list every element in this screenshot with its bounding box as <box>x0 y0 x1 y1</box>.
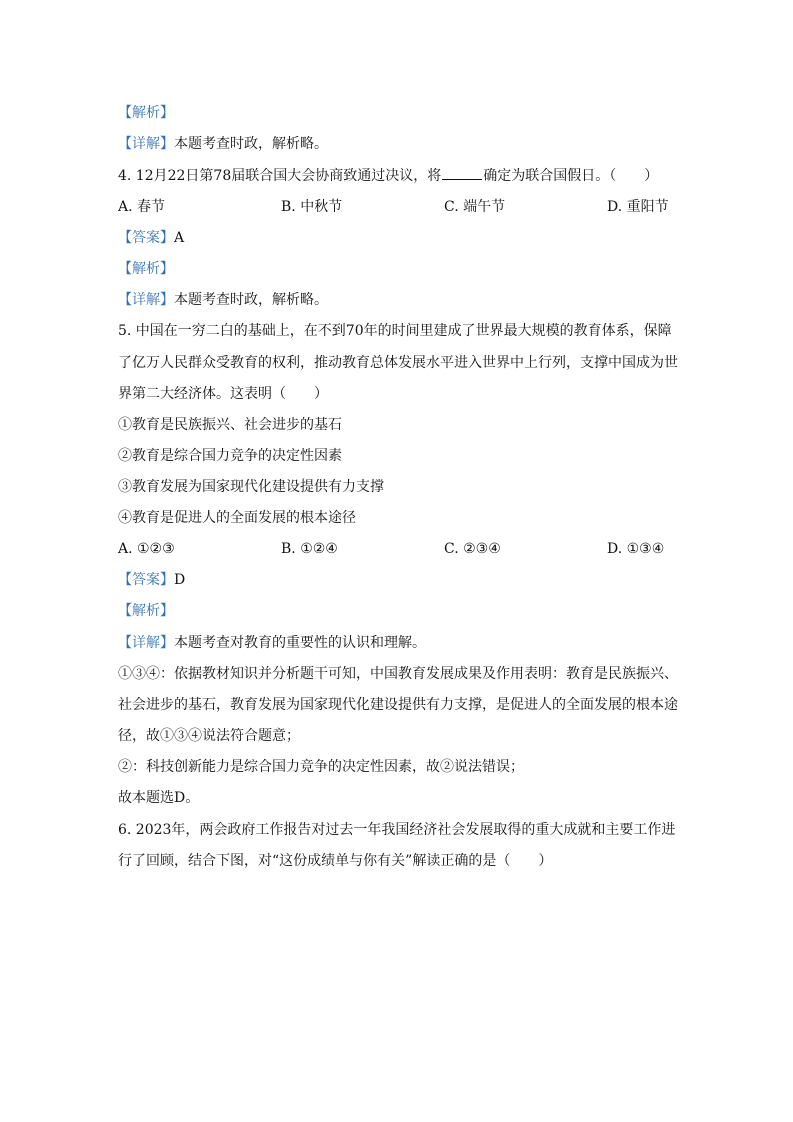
explanation-line: ①③④：依据教材知识并分析题干可知，中国教育发展成果及作用表明：教育是民族振兴、 <box>118 666 678 682</box>
stem-part-2: 确定为联合国假日。（ ） <box>483 168 659 184</box>
statement-1: ①教育是民族振兴、社会进步的基石 <box>118 417 342 433</box>
question-5-stem-line: 界第二大经济体。这表明（ ） <box>118 386 328 402</box>
answer-tag: 【答案】 <box>118 230 174 246</box>
detail-tag: 【详解】 <box>118 635 174 651</box>
analysis-tag: 【解析】 <box>118 261 174 277</box>
option-c: C. ②③④ <box>444 541 501 557</box>
explanation-line: 社会进步的基石，教育发展为国家现代化建设提供有力支撑，是促进人的全面发展的根本途 <box>118 697 678 713</box>
detail-line <box>118 633 678 653</box>
detail-text: 本题考查时政，解析略。 <box>174 292 328 308</box>
answer-value: A <box>174 230 185 246</box>
explanation-line: 故本题选D。 <box>118 790 200 806</box>
detail-text: 本题考查时政，解析略。 <box>174 136 328 152</box>
statement-2: ②教育是综合国力竞争的决定性因素 <box>118 448 342 464</box>
question-6-stem-line: 6. 2023年，两会政府工作报告对过去一年我国经济社会发展取得的重大成就和主要工作进 <box>118 822 676 838</box>
answer-tag: 【答案】 <box>118 572 174 588</box>
question-5-stem-line: 了亿万人民群众受教育的权利，推动教育总体发展水平进入世界中上行列，支撑中国成为世 <box>118 355 678 371</box>
analysis-tag: 【解析】 <box>118 603 174 619</box>
option-b: B. ①②④ <box>281 541 338 557</box>
detail-tag: 【详解】 <box>118 292 174 308</box>
answer-line <box>118 570 678 590</box>
detail-tag: 【详解】 <box>118 136 174 152</box>
statement-4: ④教育是促进人的全面发展的根本途径 <box>118 510 356 526</box>
option-c: C. 端午节 <box>444 199 506 215</box>
option-d: D. ①③④ <box>607 541 665 557</box>
explanation-line: 径，故①③④说法符合题意； <box>118 728 300 744</box>
analysis-tag: 【解析】 <box>118 105 174 121</box>
option-a: A. 春节 <box>118 199 166 215</box>
explanation-line: ②：科技创新能力是综合国力竞争的决定性因素，故②说法错误； <box>118 759 524 775</box>
fill-in-blank <box>442 165 482 180</box>
option-a: A. ①②③ <box>118 541 175 557</box>
option-b: B. 中秋节 <box>281 199 343 215</box>
statement-3: ③教育发展为国家现代化建设提供有力支撑 <box>118 479 384 495</box>
stem-part-1: 4. 12月22日第78届联合国大会协商致通过决议，将 <box>118 168 442 184</box>
question-5-stem-line: 5. 中国在一穷二白的基础上，在不到70年的时间里建成了世界最大规模的教育体系，保障 <box>118 323 672 339</box>
detail-line <box>118 290 678 310</box>
detail-text: 本题考查对教育的重要性的认识和理解。 <box>174 635 426 651</box>
question-6-stem-line: 行了回顾，结合下图，对“这份成绩单与你有关”解读正确的是（ ） <box>118 853 553 869</box>
detail-line <box>118 134 678 154</box>
answer-value: D <box>174 572 186 588</box>
answer-line <box>118 228 678 248</box>
question-4-stem <box>118 165 678 186</box>
option-d: D. 重阳节 <box>607 199 669 215</box>
